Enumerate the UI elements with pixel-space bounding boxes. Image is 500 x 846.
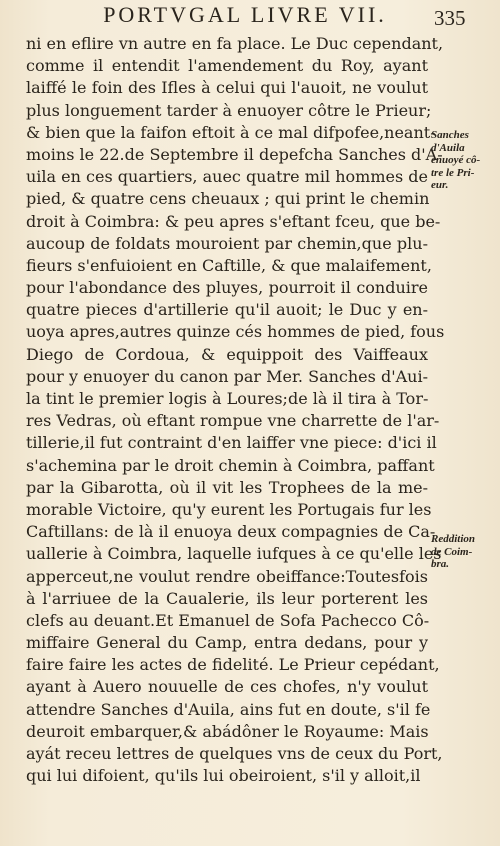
text-line: Diego de Cordoua, & equippoit des Vaiffeaux: [26, 344, 428, 364]
text-line: clefs au deuant.Et Emanuel de Sofa Pachecco Cô-: [26, 610, 430, 630]
text-line: & bien que la faifon eftoit à ce mal difpofee,neant-: [26, 122, 436, 142]
margin-note-line: d'Auila: [431, 141, 465, 154]
text-line: la tint le premier logis à Loures;de là il tira à Tor-: [26, 389, 429, 408]
body-text: [26, 33, 445, 787]
text-line: comme il entendit l'amendement du Roy, ayant: [26, 56, 428, 76]
margin-note-reddition: [431, 533, 497, 571]
margin-note-line: de Coim-: [431, 545, 473, 558]
margin-note-line: tre le Pri-: [431, 166, 475, 179]
margin-note-line: Sanches: [431, 129, 469, 141]
text-line: s'achemina par le droit chemin à Coimbra, paffant: [26, 455, 435, 475]
text-line: fieurs s'enfuioient en Caftille, & que malaifement,: [26, 255, 432, 275]
text-line: ayát receu lettres de quelques vns de ceux du Port,: [26, 744, 443, 763]
text-line: ni en eflire vn autre en fa place. Le Duc cependant,: [26, 34, 444, 53]
text-line: quatre pieces d'artillerie qu'il auoit; le Duc y en-: [26, 300, 428, 320]
text-line: pour l'abondance des pluyes, pourroit il conduire: [26, 278, 428, 298]
text-line: miffaire General du Camp, entra dedans, pour y: [26, 633, 428, 653]
page-number: 335: [434, 6, 466, 30]
text-line: faire faire les actes de fidelité. Le Prieur cepédant,: [26, 655, 440, 675]
margin-note-line: Reddition: [431, 533, 476, 545]
text-line: tillerie,il fut contraint d'en laiffer vne piece: d'ici il: [26, 433, 437, 453]
text-line: qui lui difoient, qu'ils lui obeiroient, s'il y alloit,il: [26, 766, 421, 786]
running-title: PORTVGAL LIVRE VII.: [103, 2, 387, 27]
text-line: laiffé le foin des Ifles à celui qui l'auoit, ne voulut: [26, 78, 428, 98]
margin-note-line: enuoyé cô-: [431, 154, 481, 166]
text-line: uoya apres,autres quinze cés hommes de pied, fous: [26, 322, 445, 342]
text-line: res Vedras, où eftant rompue vne charrette de l'ar-: [26, 411, 440, 431]
text-line: deuroit embarquer,& abádôner le Royaume: Mais: [26, 721, 429, 741]
margin-note-line: bra.: [431, 558, 450, 570]
text-line: morable Victoire, qu'y eurent les Portugais fur les: [26, 499, 432, 519]
text-line: uila en ces quartiers, auec quatre mil hommes de: [26, 167, 428, 187]
text-line: plus longuement tarder à enuoyer côtre le Prieur;: [26, 100, 432, 120]
text-line: par la Gibarotta, où il vit les Trophees de la me-: [26, 477, 428, 497]
text-line: moins le 22.de Septembre il depefcha Sanches d'A-: [26, 144, 443, 164]
text-line: pied, & quatre cens cheuaux ; qui print le chemin: [26, 189, 430, 209]
text-line: pour y enuoyer du canon par Mer. Sanches d'Aui-: [26, 366, 428, 386]
text-line: ayant à Auero nouuelle de ces chofes, n'y voulut: [26, 677, 428, 697]
text-line: uallerie à Coimbra, laquelle iufques à ce qu'elle les: [26, 544, 442, 564]
text-line: aucoup de foldats mouroient par chemin,que plu-: [26, 233, 428, 253]
margin-note-line: eur.: [431, 179, 449, 191]
text-line: à l'arriuee de la Caualerie, ils leur porterent les: [26, 588, 428, 608]
text-line: attendre Sanches d'Auila, ains fut en doute, s'il fe: [26, 699, 431, 719]
margin-note-sanches: [431, 129, 497, 192]
text-line: Caftillans: de là il enuoya deux compagnies de Ca-: [26, 522, 436, 542]
text-line: apperceut,ne voulut rendre obeiffance:Toutesfois: [26, 566, 428, 586]
text-line: droit à Coimbra: & peu apres s'eftant fceu, que be-: [26, 211, 441, 231]
